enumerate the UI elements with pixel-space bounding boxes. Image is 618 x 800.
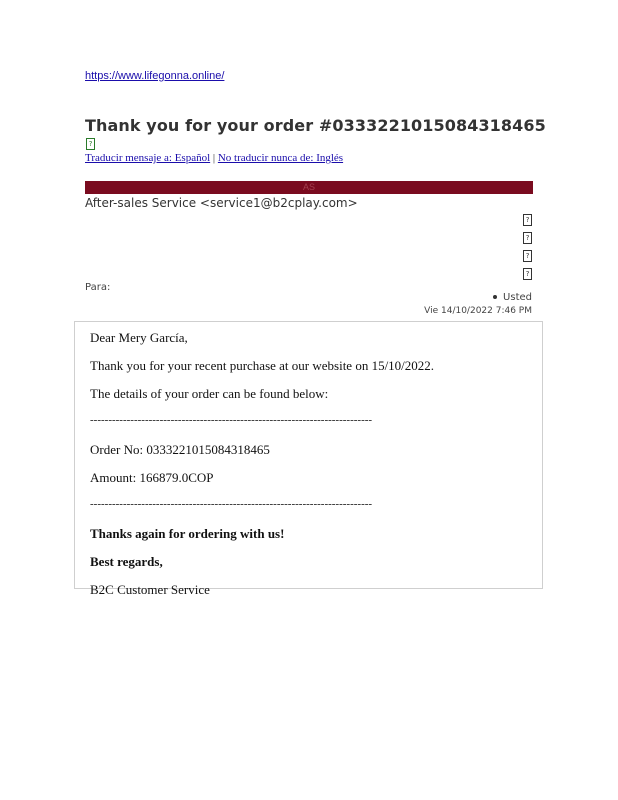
order-number: Order No: 0333221015084318465	[90, 442, 270, 457]
sender-name[interactable]: After-sales Service <service1@b2cplay.com>	[85, 196, 358, 210]
message-body	[74, 321, 543, 597]
order-amount: Amount: 166879.0COP	[90, 470, 214, 485]
thanks-line: Thanks again for ordering with us!	[90, 526, 285, 541]
never-translate-link[interactable]: No traducir nunca de: Inglés	[217, 152, 344, 164]
reply-all-icon[interactable]: ?	[523, 232, 532, 244]
sent-date: Vie 14/10/2022 7:46 PM	[424, 306, 532, 316]
divider-top: -----------------------------------------------------------------------------	[90, 414, 373, 426]
email-subject: Thank you for your order #0333221015084318465	[85, 116, 546, 135]
to-label: Para:	[85, 282, 111, 293]
signature: B2C Customer Service	[90, 582, 210, 597]
phishing-url-link[interactable]: https://www.lifegonna.online/	[85, 70, 225, 82]
sender-avatar-banner: AS	[85, 181, 533, 194]
regards-line: Best regards,	[90, 554, 163, 569]
body-line-purchase: Thank you for your recent purchase at our website on 15/10/2022.	[90, 358, 435, 373]
translate-to-spanish-link[interactable]: Traducir mensaje a: Español	[85, 152, 211, 164]
forward-icon[interactable]: ?	[523, 250, 532, 262]
broken-image-icon: ?	[86, 138, 95, 150]
divider-bottom: -----------------------------------------------------------------------------	[90, 498, 373, 510]
body-line-details: The details of your order can be found below:	[90, 386, 329, 401]
translate-separator: |	[210, 152, 218, 164]
recipient-item[interactable]	[493, 292, 532, 303]
greeting: Dear Mery García,	[90, 330, 188, 345]
recipient-name: Usted	[503, 292, 532, 303]
bullet-icon	[493, 295, 497, 299]
reply-icon[interactable]: ?	[523, 214, 532, 226]
more-actions-icon[interactable]: ?	[523, 268, 532, 280]
translate-bar	[85, 152, 343, 164]
